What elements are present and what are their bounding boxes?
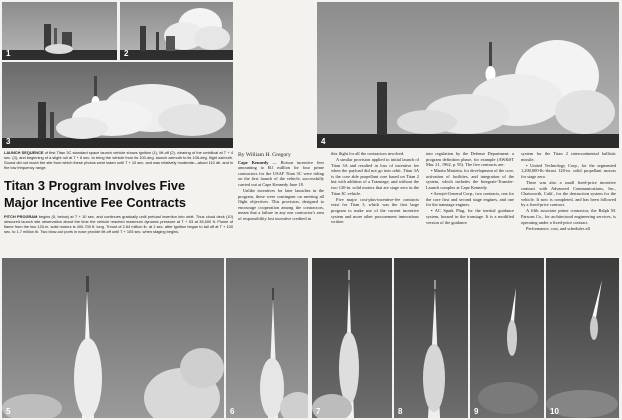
photo-ascent-7 [312, 258, 392, 418]
photo-number: 1 [6, 49, 11, 58]
paragraph-text: Martin Marietta, for development of the core, activation of facilities, and integration of the system, which includes the Integrate-Transfer-Launch complex at Cape Kennedy. [426, 168, 514, 191]
article-paragraph: into regulation by the Defense Department: a program definition phase, for example (AW&ST Mar. 21, 1962, p. 95). The five contracts are: [426, 151, 514, 168]
caption-text: of first Titan 3C standard space launch vehicle shows ignition (1), lift-off (2), clearing of the umbilical at T + 4 sec. (3), and beginning of a slight roll at T + 6 sec. to bring the vehicle from its 100-deg. launch azimuth to its 106-deg. flight azimuth. Sound did not reach the site from which these photos were taken until T + 10 sec. and was relatively moderate—about 110 db. and in the low frequency range. [4, 150, 233, 170]
headline [4, 177, 233, 211]
caption-lead: LAUNCH SEQUENCE [4, 150, 44, 155]
photo-number: 10 [550, 407, 559, 416]
pitch-program-caption [4, 215, 233, 235]
article-column-3 [426, 151, 514, 226]
bullet-icon: • [526, 162, 528, 168]
dateline: Cape Kennedy [238, 159, 269, 165]
photo-cloud-deck [546, 258, 619, 418]
article-column-1 [238, 151, 324, 222]
article-column-4 [521, 151, 616, 232]
photo-ascent-9 [470, 258, 544, 418]
photo-pitch-continues [226, 258, 308, 418]
photo-ascent-8 [394, 258, 468, 418]
article-paragraph: Five major cost-plus-incentive-fee contracts exist for Titan 3, which was the first large program to make use of the current incentive system and more other procurement innovations written [331, 196, 419, 225]
photo-pitch-begins-image [2, 258, 224, 418]
photo-ascent-9-image [470, 258, 544, 418]
photo-roll-begins [317, 2, 619, 148]
photo-lift-off [120, 2, 233, 60]
photo-cloud-deck-image [546, 258, 619, 418]
photo-number: 6 [230, 407, 235, 416]
article-paragraph: There was also a small fixed-price incentive contract with Advanced Communications, Inc., Chatsworth, Calif., for the destruction system for the vehicle. It now is completed, and has been followed by a fixed-price contract. [521, 179, 616, 208]
article-paragraph: Unlike incentives for later launches in the program, these were contingent on meeting all flight objectives. This provision, designed to encourage cooperation among the contractors, meant that a failure in any one contractor's area of responsibility lost incentive credited in [238, 187, 324, 221]
photo-number: 7 [316, 407, 321, 416]
article-paragraph [426, 208, 514, 225]
photo-number: 8 [398, 407, 403, 416]
launch-sequence-caption [4, 151, 233, 171]
article-paragraph [238, 160, 324, 188]
photo-pitch-continues-image [226, 258, 308, 418]
article-paragraph [426, 168, 514, 190]
caption-text: begins (5, below) at T + 10 sec. and continues gradually until preload insertion into orbit. Thus cloud deck (10) obscured launch site observation about the time the vehicle reached maximum dynamic pressure at T + 53 at 35,000 ft. Plume of flame from the two 120-in. solid motors is 400-700 ft. long. Thrust of 2.64 million lb. at 1 sec. after ignition began to tail off at T + 100 sec. to 1.7 million lb. Two blow-out ports in nose provide lift-off until T + 105 sec. when staging begins. [4, 214, 233, 234]
caption-lead: PITCH PROGRAM [4, 214, 38, 219]
article-paragraph [521, 163, 616, 180]
paragraph-text: Aerojet-General Corp., two contracts, one for the core first and second stage engines, and one for the transtage engines. [426, 191, 515, 208]
photo-ignition-image [2, 2, 117, 60]
photo-number: 2 [124, 49, 129, 58]
article-paragraph: this flight for all the contractors involved. [331, 151, 405, 156]
article-paragraph: A similar provision applied to initial launch of Titan 3A and resulted in loss of incentive fee when the payload did not go into orbit. Titan 3A is the core able propellant core based on Titan 2 but with addition of a Transtage, and without the two 120-in. solid motors that are stage zero in the Titan 3C vehicle. [331, 157, 419, 196]
photo-ignition [2, 2, 117, 60]
bullet-icon: • [431, 168, 433, 174]
article-paragraph: system for the Titan 2 intercontinental ballistic missile. [521, 151, 616, 162]
article-column-2 [331, 151, 419, 225]
photo-ascent-8-image [394, 258, 468, 418]
photo-number: 9 [474, 407, 479, 416]
photo-clearing-umbilical [2, 62, 233, 148]
byline: By William H. Gregory [238, 152, 291, 158]
photo-roll-begins-image [317, 2, 619, 148]
paragraph-text: AC Spark Plug, for the inertial guidance system, housed in the transtage. It is a modified version of the guidance [426, 208, 514, 225]
photo-number: 4 [321, 137, 326, 146]
photo-clearing-umbilical-image [2, 62, 233, 148]
photo-number: 3 [6, 137, 11, 146]
headline-line-2: Major Incentive Fee Contracts [4, 195, 187, 210]
bullet-icon: • [431, 208, 433, 214]
article-body [238, 151, 618, 256]
bullet-icon: • [431, 191, 433, 197]
article-paragraph: A fifth associate prime contractor, the Ralph M. Parsons Co., for architectural engineering services, is operating under a fixed-price contract. [521, 208, 616, 225]
photo-lift-off-image [120, 2, 233, 60]
article-paragraph: Performance, cost, and schedules all [526, 225, 590, 231]
photo-pitch-begins [2, 258, 224, 418]
paragraph-text: United Technology Corp., for the segmented 1,200,000-lb.-thrust 120-in. solid propellant motors for stage zero. [521, 162, 616, 179]
photo-number: 5 [6, 407, 11, 416]
photo-ascent-7-image [312, 258, 392, 418]
paragraph-text: — Boison incentive fees amounting to $l.l million for four prime contractors for the USAF Titan 3C were riding on the first launch of the vehicle, successfully carried out at Cape Kennedy June 18. [238, 159, 324, 187]
article-paragraph [426, 191, 514, 208]
headline-line-1: Titan 3 Program Involves Five [4, 178, 186, 193]
